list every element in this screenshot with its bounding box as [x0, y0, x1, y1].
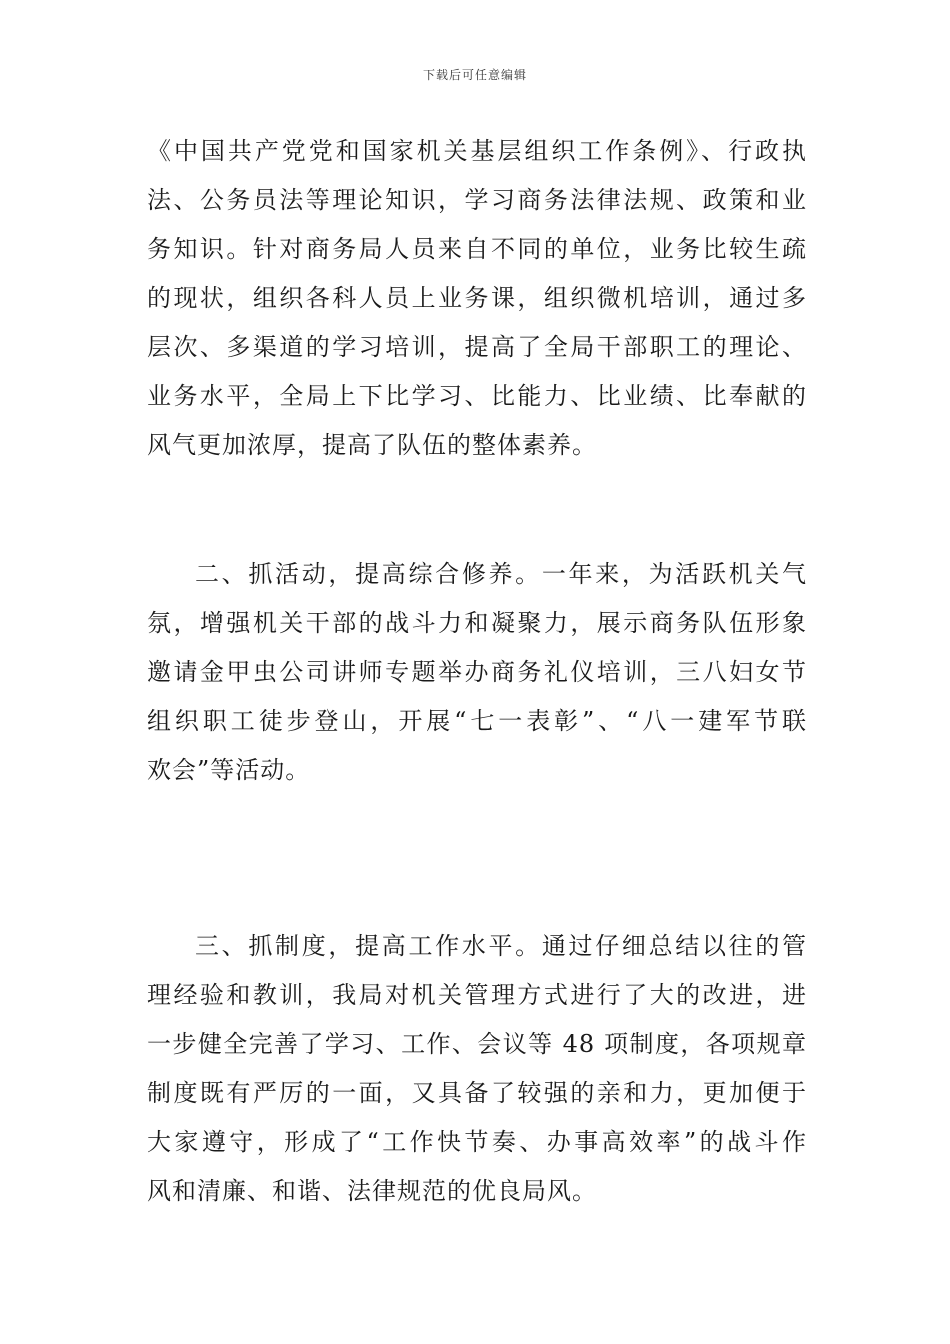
text-line: 欢会”等活动。: [147, 756, 311, 784]
text-line: 业务水平，全局上下比学习、比能力、比业绩、比奉献的: [147, 382, 807, 410]
text-line: 氛，增强机关干部的战斗力和凝聚力，展示商务队伍形象: [147, 609, 807, 637]
text-line: 法、公务员法等理论知识，学习商务法律法规、政策和业: [147, 186, 807, 214]
text-line: 理经验和教训，我局对机关管理方式进行了大的改进，进: [147, 981, 807, 1009]
text-line: 风气更加浓厚，提高了队伍的整体素养。: [147, 431, 597, 459]
paragraph-study: [147, 127, 807, 470]
page-header: 下载后可任意编辑: [422, 68, 527, 82]
text-line: 二、抓活动，提高综合修养。一年来，为活跃机关气: [195, 560, 807, 588]
text-line: 风和清廉、和谐、法律规范的优良局风。: [147, 1177, 597, 1205]
text-line: 三、抓制度，提高工作水平。通过仔细总结以往的管: [195, 932, 807, 960]
text-line: 邀请金甲虫公司讲师专题举办商务礼仪培训，三八妇女节: [147, 658, 807, 686]
text-line: 务知识。针对商务局人员来自不同的单位，业务比较生疏: [147, 235, 807, 263]
paragraph-system: [147, 922, 807, 1216]
text-line: 的现状，组织各科人员上业务课，组织微机培训，通过多: [147, 284, 807, 312]
text-line: 组织职工徒步登山，开展“七一表彰”、“八一建军节联: [147, 707, 807, 735]
text-line: 《中国共产党党和国家机关基层组织工作条例》、行政执: [147, 137, 807, 165]
paragraph-activities: [147, 550, 807, 795]
text-line: 大家遵守，形成了“工作快节奏、办事高效率”的战斗作: [147, 1128, 807, 1156]
text-line: 一步健全完善了学习、工作、会议等 48 项制度，各项规章: [147, 1030, 807, 1058]
text-line: 层次、多渠道的学习培训，提高了全局干部职工的理论、: [147, 333, 807, 361]
text-line: 制度既有严厉的一面，又具备了较强的亲和力，更加便于: [147, 1079, 807, 1107]
